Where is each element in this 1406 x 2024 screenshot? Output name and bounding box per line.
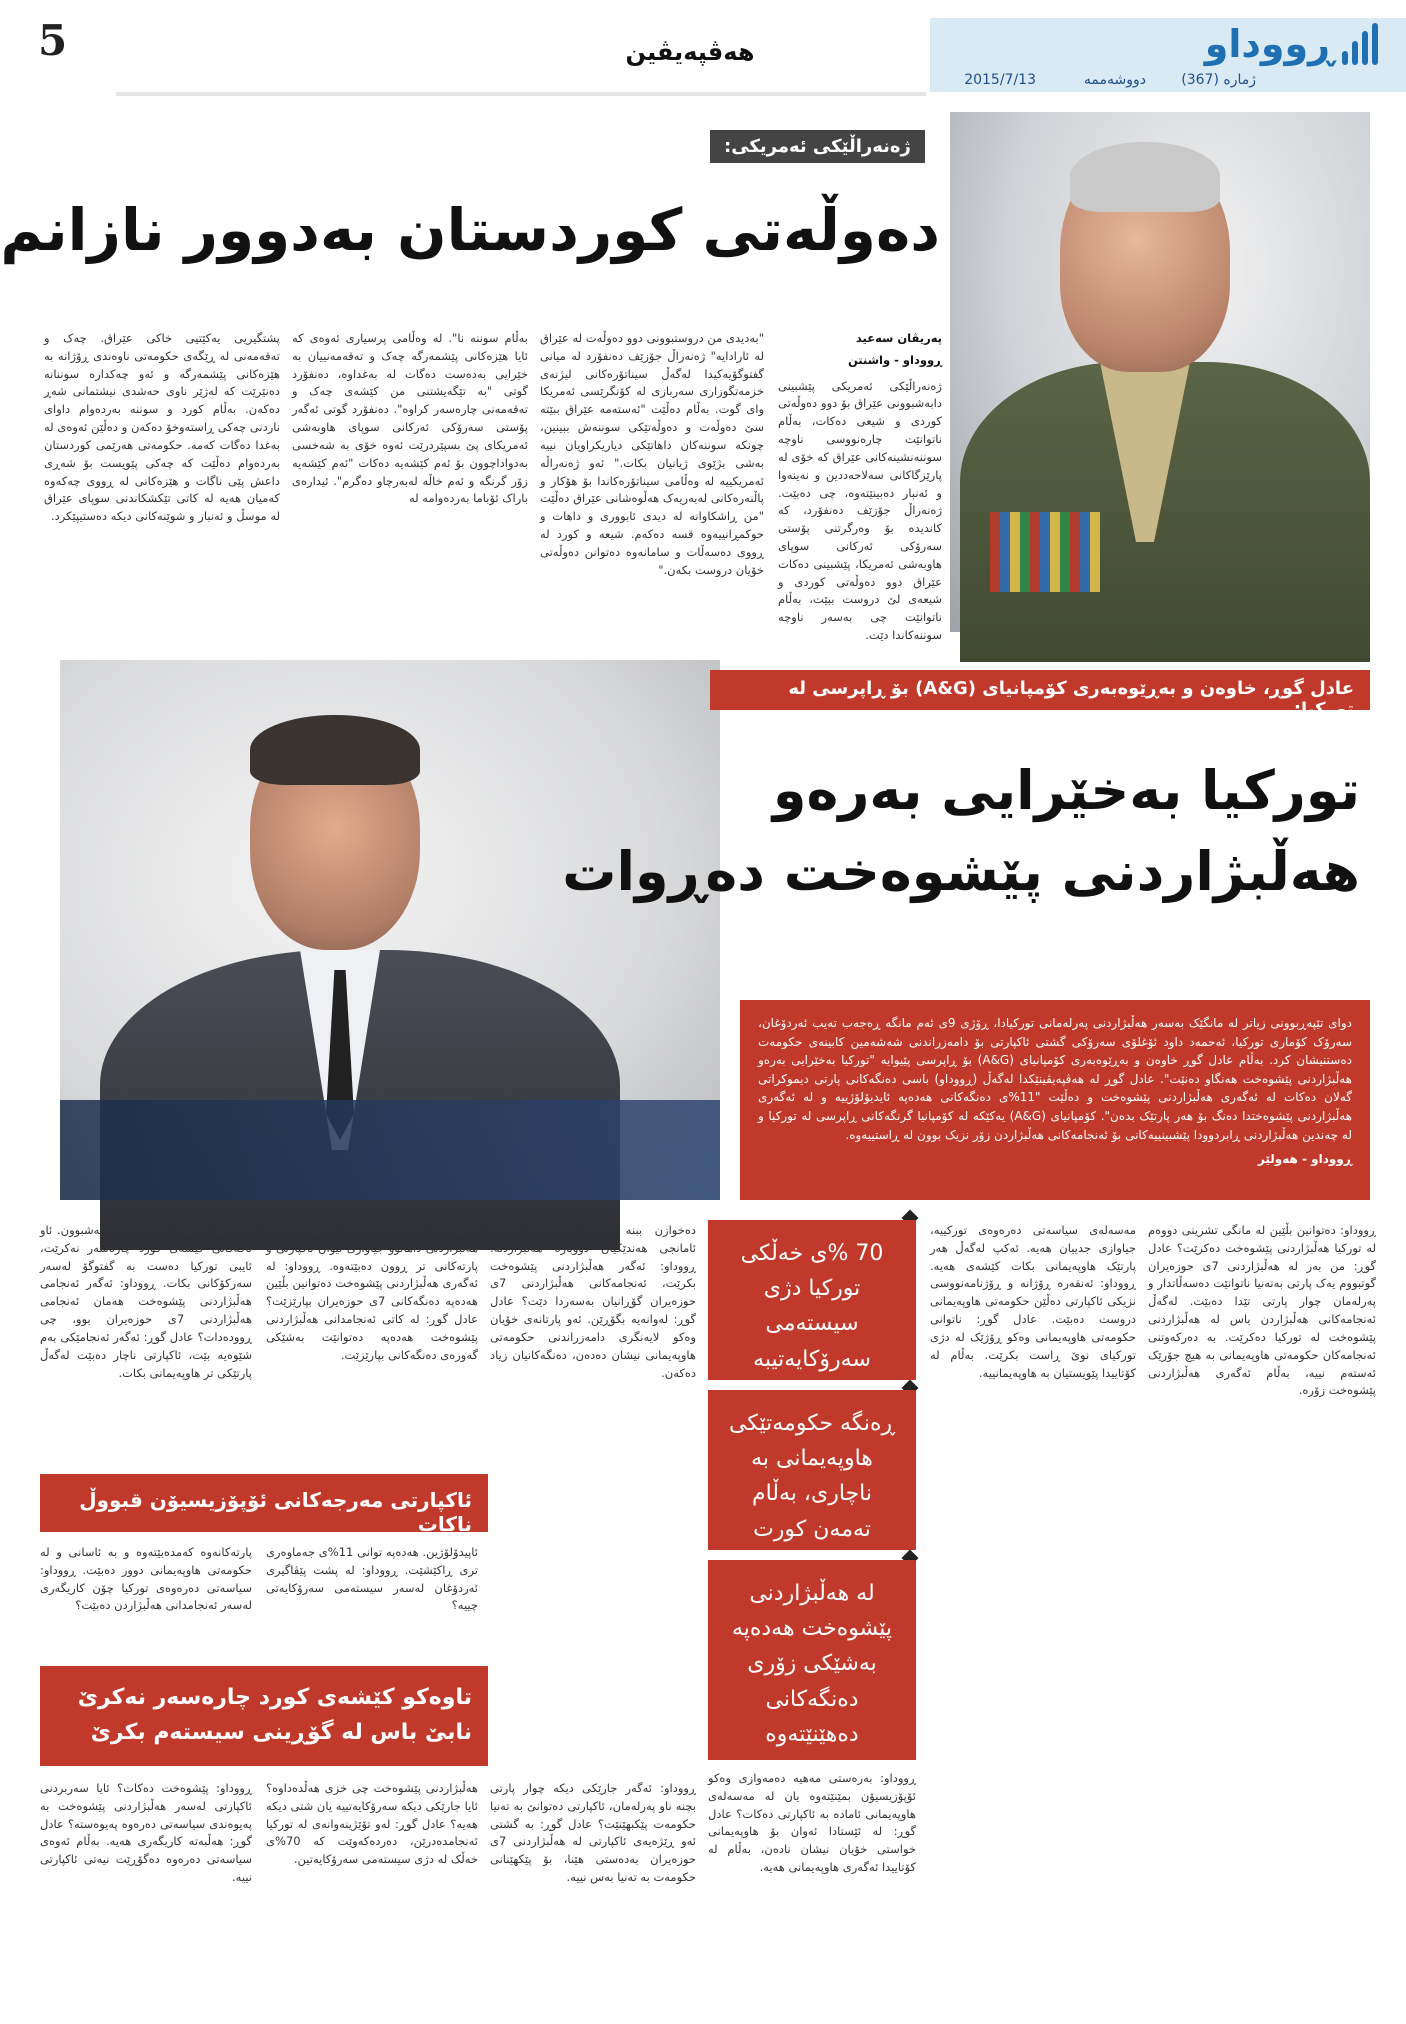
rudaw-logo-icon [1340,23,1382,65]
hair-shape [250,715,420,785]
interviewee-portrait-photo [60,660,720,1200]
article2-kicker: عادل گوڕ، خاوەن و بەڕێوەبەری کۆمپانیای (A&G) بۆ ڕاپرسی لە تورکیا: [710,670,1370,710]
page-number: 5 [38,16,68,65]
article2-column-5 [40,1222,252,1462]
article2-column-7 [266,1544,478,1656]
article2-headline: تورکیا بەخێرایی بەرەو هەڵبژاردنی پێشوەخت دەڕوات [562,759,1360,903]
article1-headline: دەوڵەتی کوردستان بەدوور نازانم [0,196,940,264]
page-header [20,0,1406,112]
studio-desk-shape [60,1100,720,1200]
article2-column-8 [40,1544,252,1656]
article2-text-4: مەسەلەی ڕێژەی دەنگەکان کاریگەرترە. لە هەڵبژاردنی داهاتوو جیاوازی نێوان ئاکپارتی و پارتەکانی تر ڕوون دەبێتەوە. ڕووداو: لە ئەگەری هەڵبژاردنی پێشوەخت دەتوانین بڵێین هەدەپە دەنگەکانی 7ی حوزەیران بپارێزێت؟ عادل گوڕ: لە کاتی ئەنجامدانی هەڵبژاردنی پێشوەخت هەدەپە دەتوانێت بەشێکی گەورەی دەنگەکانی بپارێزێت. [266,1223,479,1362]
article2-text-8: پارتەکانەوە کەمدەبێتەوە و بە ئاسانی و لە حکومەتی هاوپەیمانی دوور دەبێت. ڕووداو: سیاسەتی دەرەوەی تورکیا چۆن کاریگەری لەسەر ئەنجامدانی هەڵبژاردن دەبێت؟ [40,1545,252,1613]
article2-column-11 [40,1780,252,1990]
article2-text-3: دەخوازن ببنە بەشی حکومەت، بەڵام ئامانجی هەندێکیان دووبارە هەڵبژاردنە. ڕووداو: ئەگەر هەڵبژاردنی پێشوەخت بکرێت، ئەنجامەکانی هەڵبژاردنی 7ی حوزەیران گۆڕانیان بەسەردا دێت؟ عادل گوڕ: لەوانەیە بگۆڕێن. ئەو پارتانەی خۆیان وەکو لایەنگری دامەزراندنی حکومەتی هاوپەیمانی نیشان دەدەن، دەنگەکانیان زیاد دەکەن. [490,1223,696,1380]
general-portrait-photo [950,112,1370,632]
article2-column-10 [266,1780,478,1990]
issue-weekday: دووشەممە [1083,72,1146,88]
article2-text-5: فیدراڵیی بەکستان دەکەن لە داپەشبوون. ئاو ئاکەکانی کێشەی کورد چارەسەر نەکرێت، ئایبی تورکیا دەست بە گفتوگۆ لەسەر سەرکۆکانی بکات. ڕووداو: ئەگەر ئەنجامی هەڵبژاردنی پێشوەخت هەمان ئەنجامی هەڵبژاردنی 7ی حوزەیران بوو، چی ڕوودەدات؟ عادل گوڕ: ئەگەر ئەنجامێکی بەم شێوەیە بێت، ئاکپارتی ناچار دەبێت لەگەڵ پارتێکی تر هاوپەیمانی بکات. [40,1223,252,1380]
article1-author: پەریڤان سەعید [855,331,942,345]
article1-column-3 [292,330,528,640]
issue-number: ژمارە (367) [1181,72,1256,88]
article2-text-9: ڕووداو: ئەگەر جارێکی دیکە چوار پارتی بچنە ناو پەرلەمان، ئاکپارتی دەتوانێ بە تەنیا حکومەت پێکبهێنێت؟ عادل گوڕ: بە گشتی ئەو ڕێژەیەی ئاکپارتی لە هەڵبژاردنی 7ی حوزەیران بەدەستی هێنا، بۆ پێکهێنانی حکومەت بە تەنیا بەس نییە. [490,1781,696,1885]
article2-text-2: مەسەلەی سیاسەتی دەرەوەی تورکییە، جیاوازی جدییان هەیە. ئەکپ لەگەڵ هەر پارتێک هاوپەیمانی بکات کێشەی هەیە. ڕووداو: ئەنقەرە ڕۆژانە و ڕۆژنامەنووسی نزیکی ئاکپارتی دەڵێن حکومەتی هاوپەیمانی دروست دەبێت. عادل گوڕ: ناتوانی حکومەتی هاوپەیمانی وەکو ڕۆژێک لە دژی تورکیای نوێ ڕاست بکرێت. بەڵام لە کۆتاییدا پێویستیان بە هاوپەیمانییە. [930,1223,1136,1380]
pull-quote-3: لە هەڵبژاردنی پێشوەخت هەدەپە بەشێکی زۆری دەنگەکانی دەهێنێتەوە [708,1560,916,1760]
article1-text-4: پشتگیریی یەکێتیی خاکی عێراق. چەک و تەقەمەنی لە ڕێگەی حکومەتی ناوەندی ڕۆژانە بە هێزەکانی پێشمەرگە و ئەو چەکدارە سوننانە دەنێرێت کە لەژێر ناوی حەشدی نیشتمانی شەڕ دەکەن. بەڵام کورد و سوننە بەردەوام داوای ناردنی چەکی ڕاستەوخۆ دەکەن و دەڵێن ئەوەی لە بەغدا دەگات کەمە. حکومەتی هەرێمی کوردستان بەردەوام دەڵێت کە چەکی پێویست بۆ شەڕی داعش پێی ناگات و هێزەکانی لە ڕووی چەکەوە کەمیان هەیە لە کاتی تێکشکاندنی سوپای عێراق لە موسڵ و ئەنبار و شوێنەکانی دیکە دەستیپێکرد. [44,331,280,524]
issue-date: 2015/7/13 [964,72,1036,88]
article2-text-6: ڕووداو: بەرەستی مەهیە دەمەوازی وەکو ئۆپۆزیسیۆن بمێنێتەوە یان لە مەسەلەی هاوپەیمانی ئامادە بە ئاکپارتی دەکات؟ عادل گوڕ: لە ئێستادا ئەوان بۆ هاوپەیمانی خواستی خۆیان نیشان نادەن، بەڵام لە کۆتاییدا ئەگەری هاوپەیمانی هەیە. [708,1771,916,1875]
article2-column-1 [1148,1222,1376,1992]
article1-column-2 [540,330,764,640]
pull-quote-1: 70 %ی خەڵکی تورکیا دژی سیستەمی سەرۆکایەتیبە [708,1220,916,1380]
callout-ak-party: ئاکپارتی مەرجەکانی ئۆپۆزیسیۆن قبووڵ ناکات [40,1474,488,1532]
article1-text-3: بەڵام سوننە نا". لە وەڵامی پرسیاری ئەوەی کە ئایا هێزەکانی پێشمەرگە چەک و تەقەمەنییان بە خێرایی بەدەست دەگات لە بەغداوە، دەنفۆرد گوتی "بە تێگەیشتنی من کێشەی چەک و تەقەمەنی چارەسەر کراوە". دەنفۆرد گوتی ئەگەر پۆستی سەرۆکی ئەرکانی سوپای هاوبەشی ئەمریکای پێ بسپێردرێت ئەوە خۆی بە شەخسی بەدواداچوون بۆ ئەم کێشەیە دەکات "ئەم کێشەیە زۆر گرنگە و ئەم خاڵە لەبەرچاو دەگرم". ئیدارەی باراک ئۆباما بەردەوامە لە [292,331,528,506]
article1-text-1: ژەنەراڵێکی ئەمریکی پێشبینی دابەشبوونی عێراق بۆ دوو دەوڵەتی کوردی و شیعی دەکات، بەڵام ناتوانێت چارەنووسی ناوچە سوننەنشینەکانی عێراق کە خۆی لە پارێزگاکانی سەلاحەددین و نەینەوا و ئەنبار دەبینێتەوە، چی دەبێت. ژەنەراڵ جۆزێف دەنفۆرد، کە کاندیدە بۆ وەرگرتنی پۆستی سەرۆکی ئەرکانی سوپای هاوبەشی ئەمریکا، پێشبینی دەکات عێراق دوو دەوڵەتی کوردی و شیعەی لێ دروست ببێت، بەڵام ناتوانێت چی بەسەر ناوچە سوننەکاندا دێت. [778,378,942,642]
masthead-logo [1205,22,1382,66]
hair-shape [1070,142,1220,212]
article2-column-4 [266,1222,478,1462]
article2-lead-source: ڕووداو - هەولێر [1257,1152,1352,1167]
article2-lead-box [740,1000,1370,1200]
pull-quote-2: ڕەنگە حکومەتێکی هاوپەیمانی بە ناچاری، بەڵام تەمەن کورت [708,1390,916,1550]
logo-text: ڕووداو [1204,22,1334,66]
callout-kurdish-issue: تاوەکو کێشەی کورد چارەسەر نەکرێ نابێ باس لە گۆڕینی سیستەم بکرێ [40,1666,488,1766]
article2-column-6 [708,1770,916,1990]
article2-text-1: ڕووداو: دەتوانین بڵێین لە مانگی تشرینی دووەم لە تورکیا هەڵبژاردنی پێشوەخت دەکرێت؟ عادل گوڕ: من بەر لە هەڵبژاردنی 7ی حوزەیران گوتبووم یەک پارتی بەتەنیا ناتوانێت دەسەڵاتدار و پەرلەمان چوار پارتی تێدا دەبێت. لەگەڵ ئەنجامەکانی هەڵبژاردن باس لە هەڵبژاردنی پێشوەخت لە تورکیا دەکرێت. بە دەرکەوتنی ئەنجامەکان حکومەتی هاوپەیمانی بە هیچ جۆرێک ئەستەم نییە، بەڵام ئەگەری هەڵبژاردنی پێشوەخت زۆرە. [1148,1223,1377,1398]
header-divider [116,92,926,96]
article1-column-1 [778,330,942,642]
article1-text-2: "بەدیدی من دروستبوونی دوو دەوڵەت لە عێراق لە ئارادایە" ژەنەراڵ جۆزێف دەنفۆرد لە میانی گفتوگۆیەکیدا لەگەڵ سیناتۆرەکانی لیژنەی خزمەتگوزاری سەربازی لە کۆنگرێسی ئەمریکا وای گوت. بەڵام دەڵێت "ئەستەمە عێراق ببێتە سێ دەوڵەت و دەوڵەتێکی سوننەش ببینین، چونکە سوننەکان داهاتێکی دیاریکراویان نییە بەشی بژێوی ژیانیان بکات." ئەو ژەنەراڵە ئەمریکییە لە وەڵامی سیناتۆرەکاندا بۆ هۆکار و پاڵنەرەکانی لەبەریەک هەڵوەشانی عێراق دەڵێت "من ڕاشکاوانە لە دیدی ئابووری و داهات و حوکمڕانییەوە قسە دەکەم. شیعە و کورد لە ڕووی دەسەڵات و سامانەوە دەتوانن دەوڵەتی خۆیان دروست بکەن." [540,331,764,577]
article2-text-11: ڕووداو: پێشوەخت دەکات؟ ئایا سەربردنی ئاکپارتی لەسەر هەڵبژاردنی پێشوەخت بە پەیوەندی سیاسەتی دەرەوە پەیوەستە؟ عادل گوڕ: هەڵبەتە کاریگەری هەیە. بەڵام ئەوەی سیاسەتی دەرەوە دەگۆڕێت نیەتی ئاکپارتی نییە. [40,1781,252,1885]
article1-dateline: ڕووداو - واشنتن [847,352,942,367]
article1-kicker: ژەنەراڵێکی ئەمریکی: [710,130,925,163]
medal-ribbons [990,512,1100,592]
article2-text-10: هەڵبژاردنی پێشوەخت چی خزی هەڵدەداوە؟ ئایا جارێکی دیکە سەرۆکایەتییە یان شتی دیکە هەیە؟ عادل گوڕ: لەو تۆێژینەوانەی لە تورکیا ئەنجامدەدرێن، دەردەکەوێت کە 70%ی خەڵک لە دژی سیستەمی سەرۆکایەتین. [266,1781,478,1867]
article2-column-9 [490,1780,696,1990]
article2-lead-text: دوای تێپەڕبوونی زیاتر لە مانگێک بەسەر هەڵبژاردنی پەرلەمانی تورکیادا، ڕۆژی 9ی ئەم مانگە ڕەجەب تەیب ئەردۆغان، سەرۆک کۆماری تورکیا، ئەحمەد داود ئۆغلۆی سەرۆکی گشتی ئاکپارتی بۆ دامەزراندنی شەشەمین کابینەی حکومەت دەستنیشان کرد. بەڵام عادل گوڕ خاوەن و بەڕێوەبەری کۆمپانیای (A&G) بۆ ڕاپرسی پێیوایە "تورکیا بەخێرایی بەرەو هەڵبژاردنی پێشوەخت هەنگاو دەنێت". عادل گوڕ لە هەڤپەیڤینێکدا لەگەڵ (ڕووداو) باسی دەنگەکانی پارتی دیموکراتی گەلان دەکات لە ئەگەری هەڵبژاردنی پێشوەخت و دەڵێت "11%ی دەنگەکانی هەدەپە ئایدیۆلۆژییە و لە ئەگەری هەڵبژاردنی پێشوەختدا دەنگ بۆ هەر پارتێک بدەن". کۆمپانیای (A&G) یەکێکە لە کۆمپانیا گرنگەکانی ڕاپرسی لە تورکیا و لە چەندین هەڵبژاردنی ڕابردوودا پێشبینییەکانی بۆ ئەنجامەکانی هەڵبژاردن زۆر نزیک بوون لە ڕاستییەوە. [758,1016,1353,1142]
article2-column-2 [930,1222,1136,1992]
article1-column-4 [44,330,280,640]
section-title: هەڤپەیڤین [625,38,755,66]
article2-text-7: ئاپیدۆلۆژین. هەدەپە توانی 11%ی جەماوەری تری ڕاکێشێت. ڕووداو: لە پشت پێڤاگیری ئەردۆغان لەسەر سیستەمی سەرۆکایەتی چییە؟ [266,1545,479,1613]
